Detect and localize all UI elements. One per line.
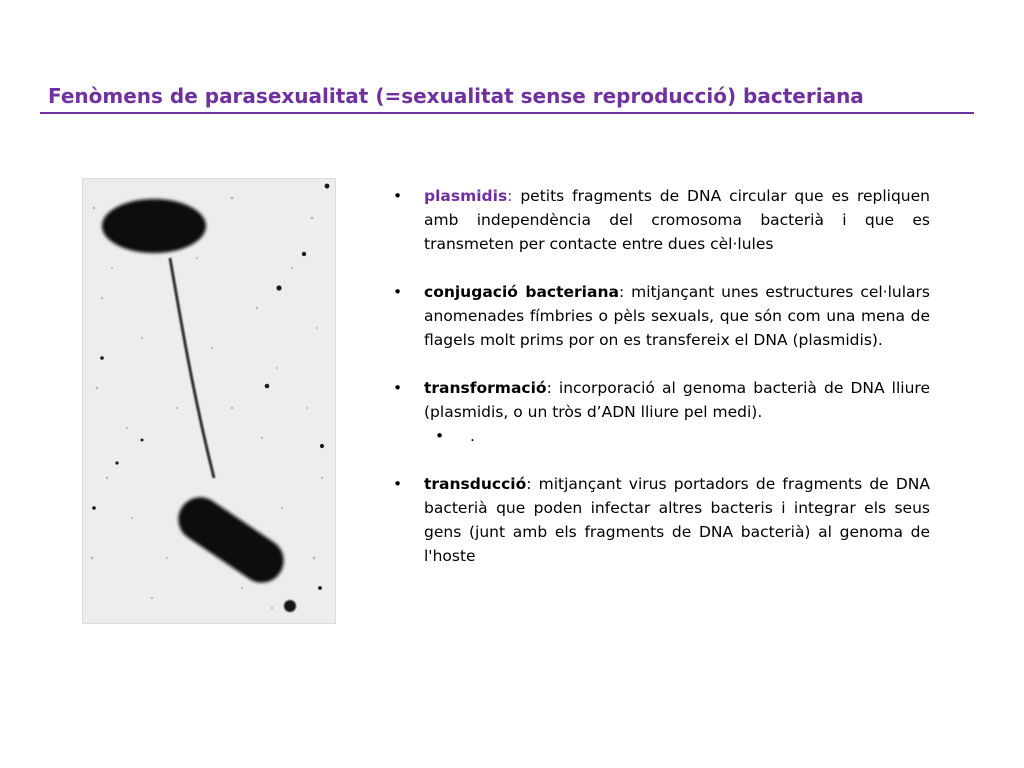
term-transduccio: transducció — [424, 475, 527, 493]
item-description: mitjançant virus portadors de fragments de DNA bacterià que poden infectar altres bacteris i integrar els seus gens (junt amb els fragments de DNA bacterià) al genoma de l'hoste — [424, 475, 930, 565]
term-transformacio: transformació — [424, 379, 547, 397]
term-conjugacio: conjugació bacteriana — [424, 283, 619, 301]
bullet-marker: • — [393, 379, 403, 397]
term-separator: : — [546, 379, 552, 397]
term-separator: : — [507, 187, 513, 205]
list-item-transduccio — [393, 472, 930, 568]
bullet-marker: • — [393, 475, 403, 493]
term-separator: : — [618, 283, 625, 301]
title-divider — [40, 112, 974, 114]
item-description: petits fragments de DNA circular que es repliquen amb independència del cromosoma bacterià i que es transmeten per contacte entre dues cèl·lules — [424, 187, 930, 253]
item-description: mitjançant unes estructures cel·lulars anomenades fímbries o pèls sexuals, que són com una mena de flagels molt prims por on es transfereix el DNA (plasmidis). — [424, 283, 930, 349]
term-separator: : — [526, 475, 532, 493]
slide-title: Fenòmens de parasexualitat (=sexualitat sense reproducció) bacteriana — [48, 84, 864, 108]
sub-item-text: . — [470, 427, 475, 445]
bullet-list — [393, 184, 930, 568]
bullet-marker: • — [393, 187, 403, 205]
list-item-conjugacio — [393, 280, 930, 352]
list-item-plasmidis — [393, 184, 930, 256]
bullet-marker: • — [393, 283, 403, 301]
sub-bullet-marker: • — [435, 427, 445, 445]
term-plasmidis: plasmidis — [424, 187, 508, 205]
list-item-transformacio — [393, 376, 930, 424]
item-description: incorporació al genoma bacterià de DNA lliure (plasmidis, o un tròs d’ADN lliure pel medi). — [424, 379, 930, 421]
bacterial-conjugation-micrograph — [82, 178, 336, 624]
sub-list-item — [393, 424, 930, 448]
